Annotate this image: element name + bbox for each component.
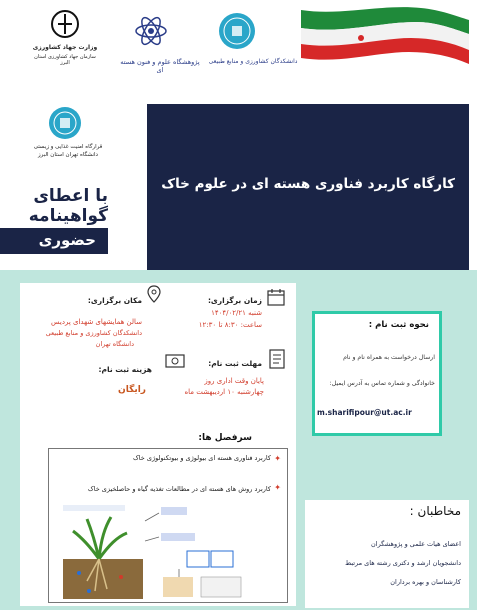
title-block: [147, 104, 469, 270]
location-line2: دانشکدگان کشاورزی و منابع طبیعی: [45, 329, 142, 337]
audience-box: [305, 500, 469, 608]
location-label: مکان برگزاری:: [87, 296, 142, 305]
logo-ut-incubator: [18, 106, 118, 162]
atom-icon: [134, 14, 168, 48]
audience-item-1: اعضای هیات علمی و پژوهشگران: [370, 540, 461, 548]
audience-item-3: کارشناسان و بهره برداران: [390, 578, 461, 586]
audience-title: مخاطبان :: [409, 504, 461, 518]
location-line3: دانشگاه تهران: [95, 340, 134, 348]
date-line1: شنبه ۱۴۰۴/۰۲/۲۱: [211, 309, 262, 317]
iran-flag-icon: [301, 0, 469, 70]
registration-title: نحوه ثبت نام :: [368, 320, 429, 330]
certificate-line1: با اعطای: [33, 186, 108, 206]
bullet-icon: ✦: [274, 454, 281, 463]
registration-email[interactable]: m.sharifipour@ut.ac.ir: [317, 408, 412, 417]
logo-jahad: [30, 10, 100, 72]
location-line1: سالن همایشهای شهدای پردیس: [50, 318, 142, 326]
deadline-line1: پایان وقت اداری روز: [204, 377, 264, 385]
logo-nuclear-institute: [120, 14, 200, 74]
nuclear-institute-name: پژوهشگاه علوم و فنون هسته ای: [120, 58, 200, 74]
jahad-line2: سازمان جهاد کشاورزی استان البرز: [34, 54, 96, 66]
jahad-logo-icon: [50, 10, 80, 42]
date-line2: ساعت: ۸:۳۰ تا ۱۲:۳۰: [198, 321, 262, 329]
bullet-icon: ✦: [274, 483, 281, 492]
jahad-line1: وزارت جهاد کشاورزی: [32, 44, 98, 51]
registration-line2: خانوادگی و شماره تماس به آدرس ایمیل:: [329, 380, 435, 387]
incubator-line2: دانشگاه تهران استان البرز: [38, 152, 98, 158]
ut-agri-name: دانشکدگان کشاورزی و منابع طبیعی: [208, 58, 298, 65]
topic-item-1: کاربرد فناوری هسته ای بیولوژی و بیوتکنولوژی خاک: [132, 454, 271, 462]
fee-label: هزینه ثبت نام:: [98, 365, 152, 374]
topics-title: سرفصل ها:: [198, 433, 252, 443]
info-box: [20, 283, 296, 606]
topics-box: [48, 448, 288, 603]
deadline-line2: چهارشنبه ۱۰ اردیبهشت ماه: [184, 388, 264, 396]
registration-line1: ارسال درخواست به همراه نام و نام: [343, 354, 435, 361]
fee-value: رایگان: [118, 385, 146, 395]
certificate-badge-text: حضوری: [38, 231, 96, 249]
location-pin-icon: [146, 285, 162, 303]
page-title: کارگاه کاربرد فناوری هسته ای در علوم خاک: [161, 176, 455, 192]
plant-nutrition-diagram: [59, 501, 249, 601]
audience-item-2: دانشجویان ارشد و دکتری رشته های مرتبط: [345, 559, 461, 567]
deadline-label: مهلت ثبت نام:: [208, 359, 262, 368]
ut-emblem-icon: [218, 12, 256, 50]
payment-icon: [164, 351, 186, 371]
date-label: زمان برگزاری:: [207, 296, 262, 305]
certificate-badge: [0, 228, 108, 254]
calendar-icon: [266, 287, 286, 307]
topic-item-2: کاربرد روش های هسته ای در مطالعات تغذیه گیاه و حاصلخیزی خاک: [87, 485, 271, 493]
incubator-line1: قرارگاه امنیت غذایی و زیستی: [33, 144, 103, 150]
document-icon: [268, 349, 286, 369]
certificate-line2: گواهینامه: [28, 206, 108, 226]
registration-box: [312, 311, 442, 436]
ut-emblem-icon: [48, 106, 82, 140]
logo-ut-agri: [208, 12, 298, 74]
